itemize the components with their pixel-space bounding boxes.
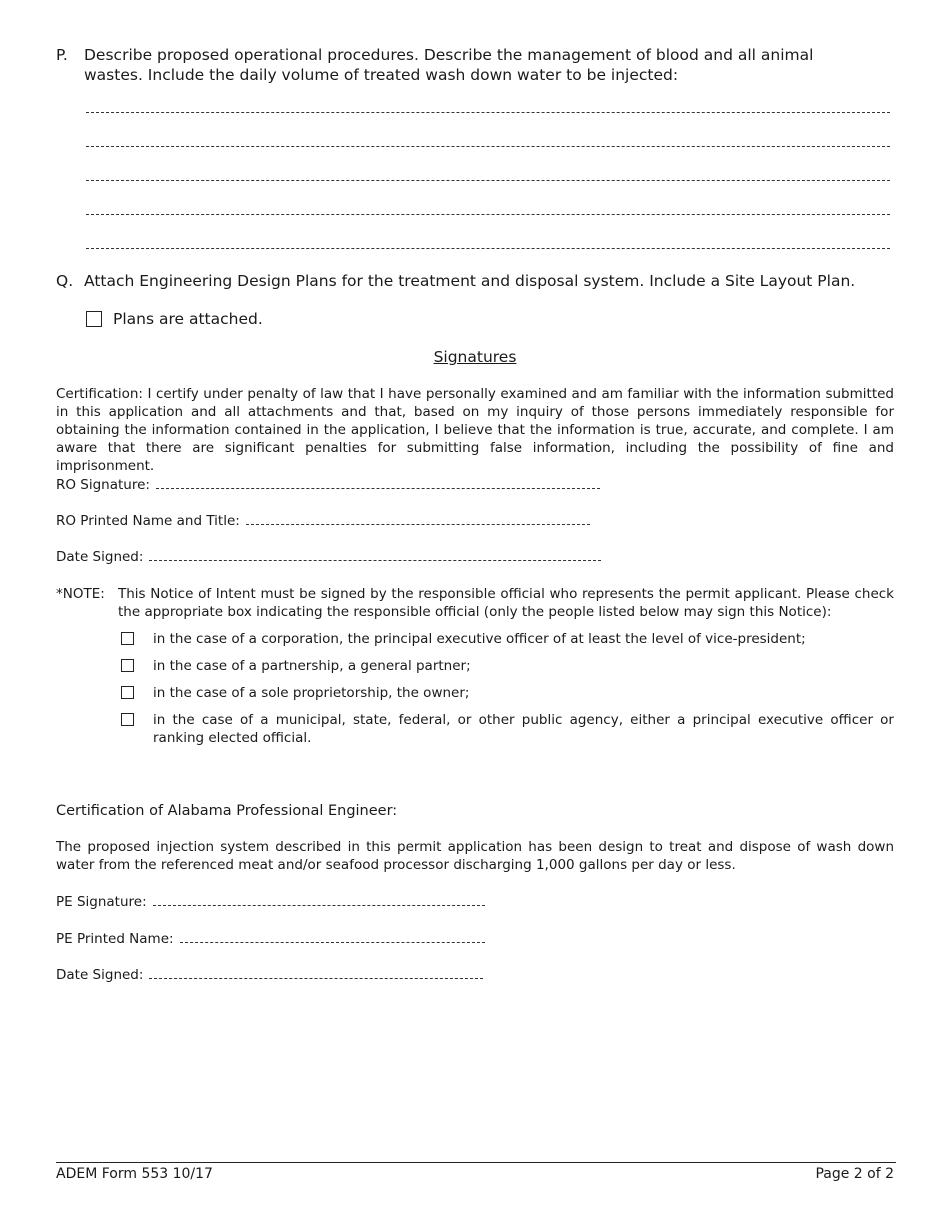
pe-name-label: PE Printed Name: [56, 931, 174, 947]
ro-date-label: Date Signed: [56, 549, 144, 565]
ro-signature-label: RO Signature: [56, 477, 150, 493]
option-partnership-label: in the case of a partnership, a general partner; [153, 658, 471, 674]
question-q-text: Attach Engineering Design Plans for the treatment and disposal system. Include a Site Layout Plan. [84, 272, 856, 290]
ro-signature-row [56, 476, 600, 494]
signatures-heading [0, 347, 950, 367]
pe-date-row [56, 966, 483, 984]
ro-name-field[interactable] [246, 512, 590, 525]
pe-signature-field[interactable] [153, 893, 485, 906]
note-label: *NOTE: [56, 586, 105, 602]
answer-line-4[interactable] [86, 214, 890, 215]
pe-text: The proposed injection system described in this permit application has been design to treat and dispose of wash down water from the referenced meat and/or seafood processor discharging 1,000 gallons per day or less. [56, 839, 894, 873]
pe-date-label: Date Signed: [56, 967, 144, 983]
option-partnership-checkbox[interactable] [121, 659, 134, 672]
certification-text: Certification: I certify under penalty of law that I have personally examined and am familiar with the information submitted in this application and all attachments and that, based on my inquiry of those persons immediately responsible for obtaining the information contained in the application, I believe that the information is true, accurate, and complete. I am aware that there are significant penalties for submitting false information, including the possibility of fine and imprisonment. [56, 386, 894, 474]
ro-name-label: RO Printed Name and Title: [56, 513, 240, 529]
option-public-agency-label: in the case of a municipal, state, federal, or other public agency, either a principal executive officer or ranking elected official. [153, 712, 894, 746]
question-q-letter: Q. [56, 272, 74, 290]
ro-date-row [56, 548, 601, 566]
footer-form-id: ADEM Form 553 10/17 [56, 1166, 213, 1182]
ro-name-row [56, 512, 590, 530]
answer-line-5[interactable] [86, 248, 890, 249]
answer-line-2[interactable] [86, 146, 890, 147]
pe-heading: Certification of Alabama Professional Engineer: [56, 803, 398, 819]
option-sole-proprietorship-checkbox[interactable] [121, 686, 134, 699]
option-corporation-label: in the case of a corporation, the principal executive officer of at least the level of vice-president; [153, 631, 806, 647]
answer-line-3[interactable] [86, 180, 890, 181]
footer-page-number: Page 2 of 2 [815, 1166, 894, 1182]
pe-date-field[interactable] [149, 966, 483, 979]
plans-attached-label: Plans are attached. [113, 310, 263, 328]
question-p-letter: P. [56, 46, 68, 64]
note-text: This Notice of Intent must be signed by the responsible official who represents the permit applicant. Please check the appropriate box indicating the responsible official (only the people listed below may sign this Notice): [118, 586, 894, 620]
ro-date-field[interactable] [149, 548, 601, 561]
option-sole-proprietorship-label: in the case of a sole proprietorship, the owner; [153, 685, 470, 701]
pe-name-field[interactable] [180, 930, 485, 943]
pe-signature-label: PE Signature: [56, 894, 147, 910]
option-public-agency-checkbox[interactable] [121, 713, 134, 726]
option-corporation-checkbox[interactable] [121, 632, 134, 645]
question-p-text: Describe proposed operational procedures. Describe the management of blood and all animal wastes. Include the daily volume of treated wash down water to be injected: [84, 46, 814, 84]
pe-name-row [56, 930, 485, 948]
answer-line-1[interactable] [86, 112, 890, 113]
ro-signature-field[interactable] [156, 476, 600, 489]
footer-rule [56, 1162, 896, 1163]
signatures-heading-text: Signatures [433, 348, 517, 366]
plans-attached-checkbox[interactable] [86, 311, 102, 327]
pe-signature-row [56, 893, 485, 911]
